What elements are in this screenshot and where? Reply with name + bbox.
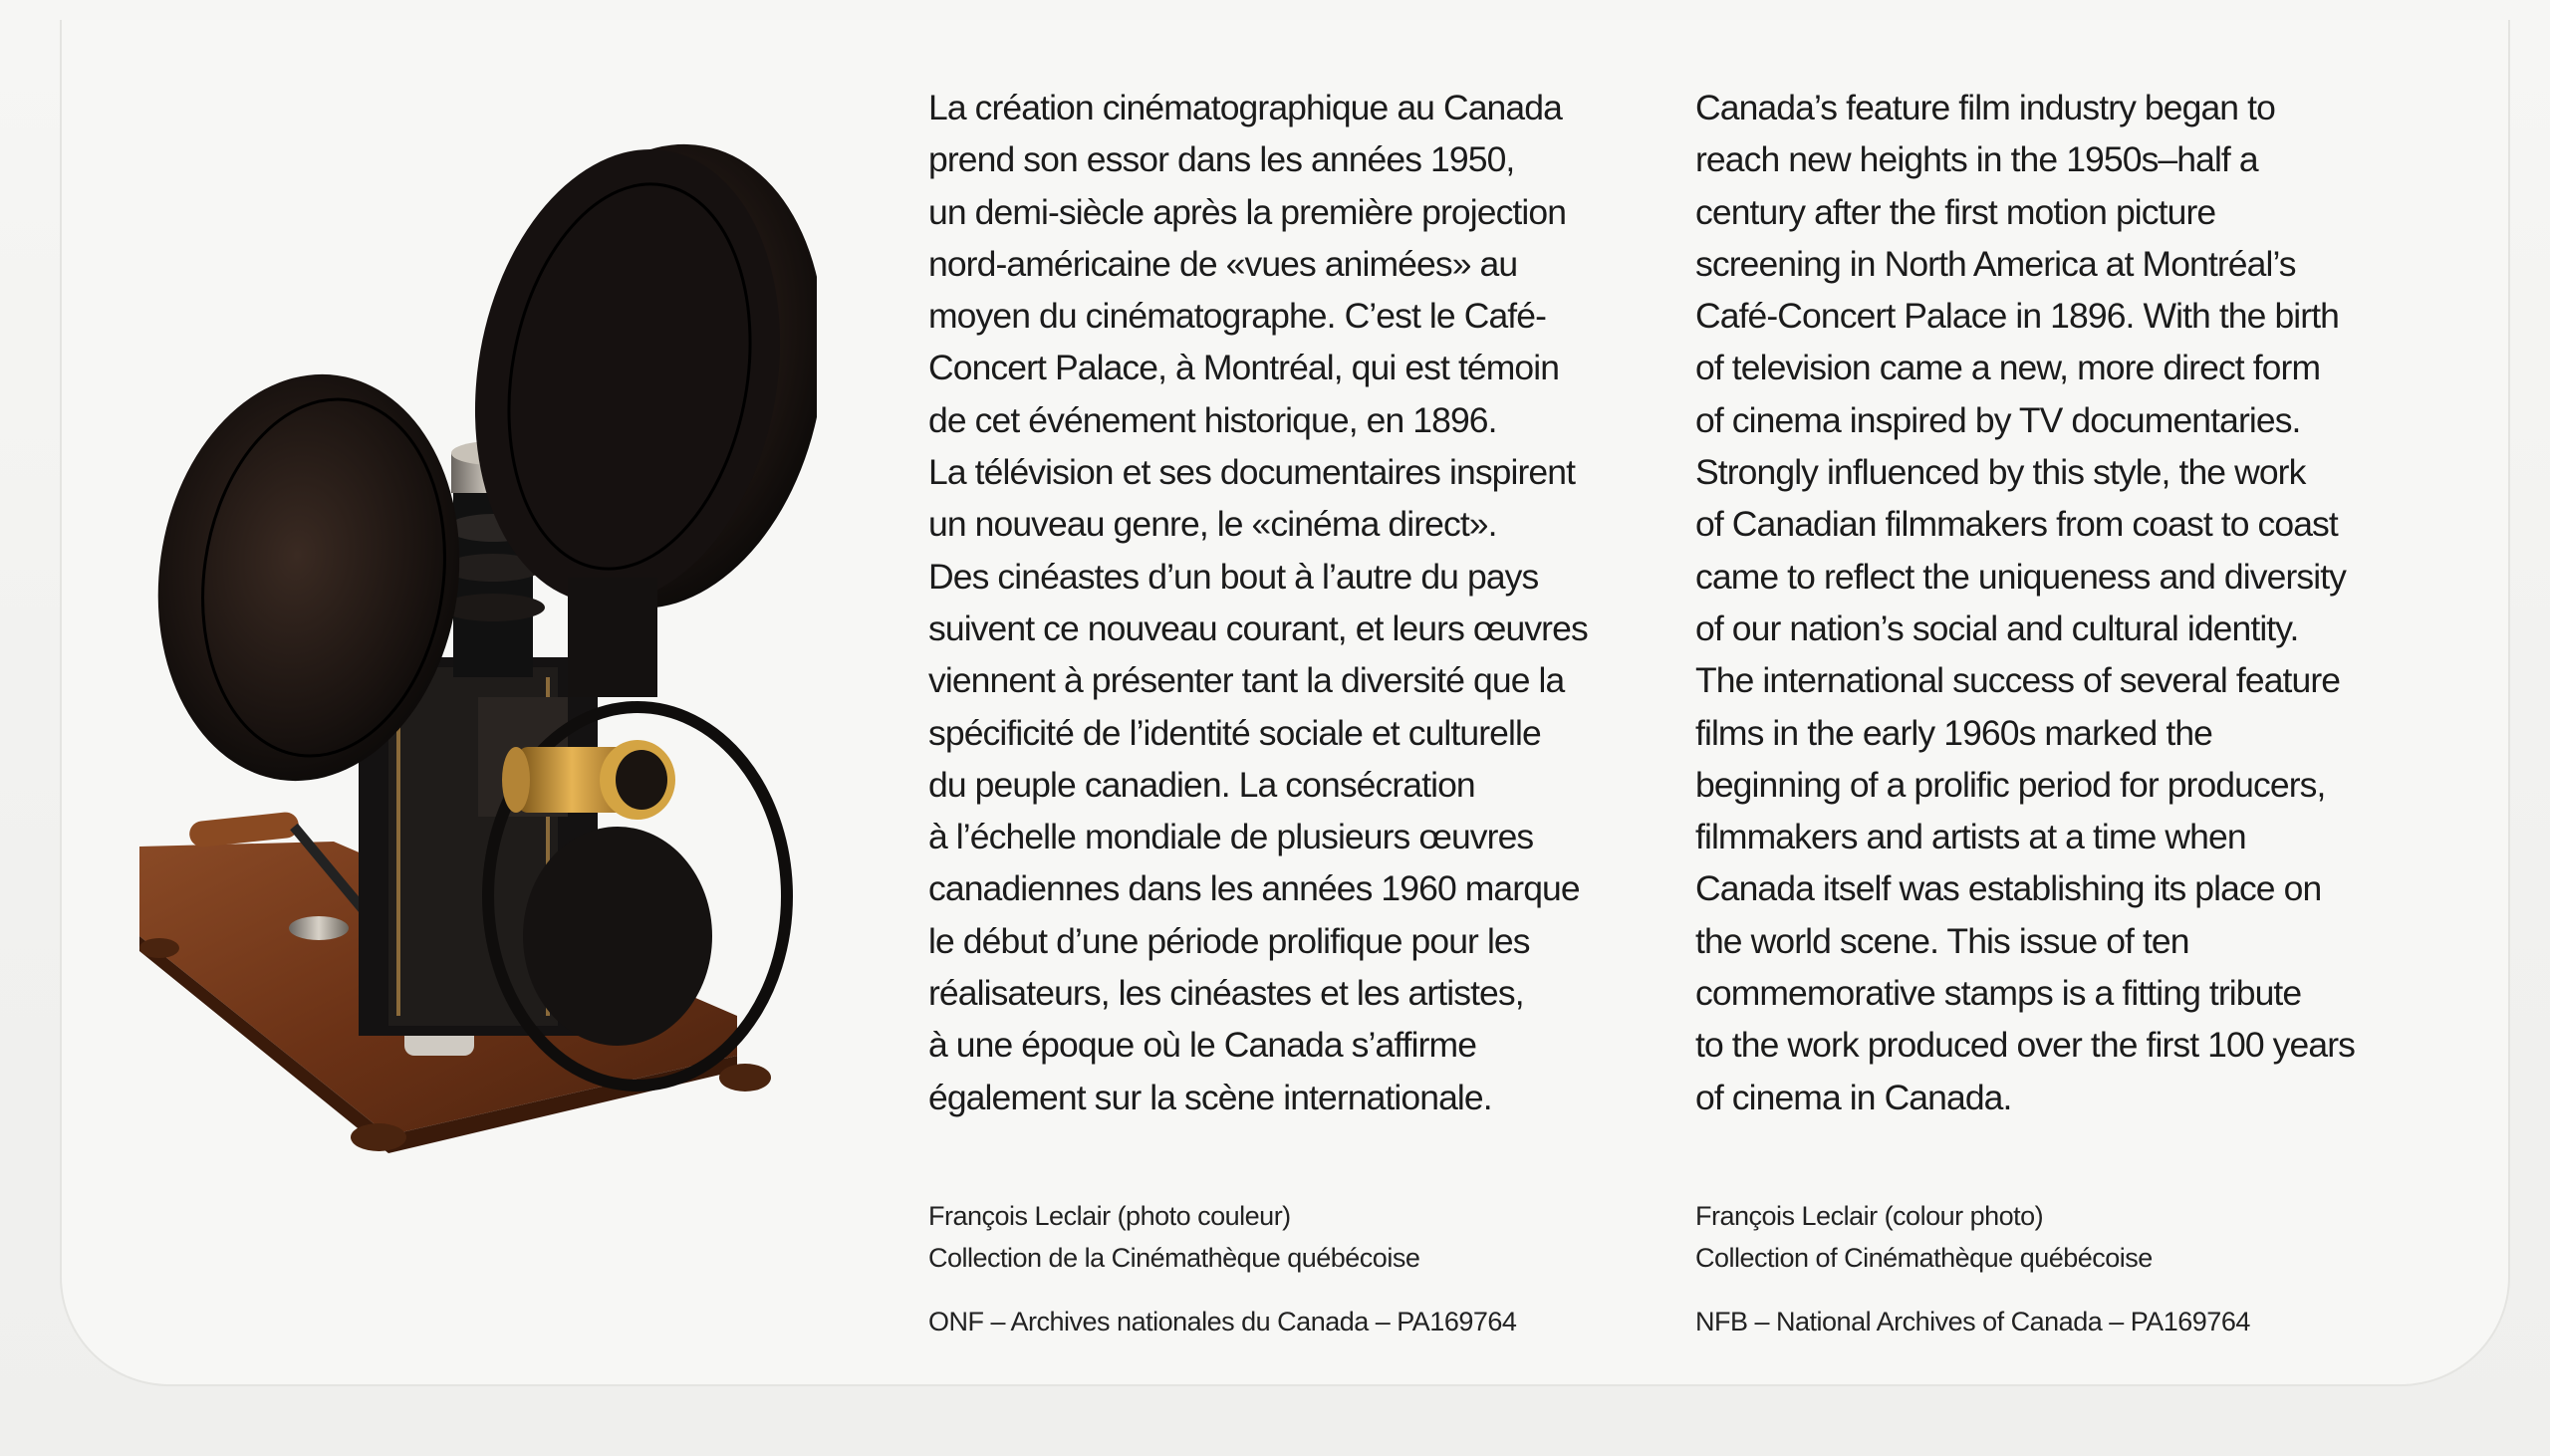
english-line: of cinema in Canada. [1695,1077,2012,1117]
french-line: Des cinéastes d’un bout à l’autre du pays [928,556,1539,597]
english-line: films in the early 1960s marked the [1695,712,2213,753]
archive-credit: NFB – National Archives of Canada – PA169764 [1695,1307,2250,1336]
collection-credit: Collection of Cinémathèque québécoise [1695,1243,2153,1273]
english-line: Canada’s feature film industry began to [1695,88,2275,127]
french-line: suivent ce nouveau courant, et leurs œuvres [928,607,1588,648]
french-line: à une époque où le Canada s’affirme [928,1025,1477,1066]
english-line: of television came a new, more direct form [1695,348,2321,388]
french-line: spécificité de l’identité sociale et culturelle [928,712,1541,753]
french-line: prend son essor dans les années 1950, [928,139,1515,180]
french-line: canadiennes dans les années 1960 marque [928,868,1580,909]
french-line: un nouveau genre, le «cinéma direct». [928,504,1497,545]
french-line: du peuple canadien. La consécration [928,764,1475,805]
french-line: La télévision et ses documentaires inspirent [928,452,1576,493]
english-credits [1695,1195,2413,1342]
english-line: of Canadian filmmakers from coast to coast [1695,504,2338,545]
brass-lens [502,740,675,820]
english-line: century after the first motion picture [1695,191,2216,232]
french-line: Concert Palace, à Montréal, qui est témoin [928,348,1560,388]
english-line: commemorative stamps is a fitting tribute [1695,973,2302,1014]
english-line: filmmakers and artists at a time when [1695,817,2246,857]
photo-credit: François Leclair (colour photo) [1695,1201,2044,1231]
french-line: La création cinématographique au Canada [928,88,1562,127]
french-line: un demi-siècle après la première projection [928,191,1567,232]
english-line: Café-Concert Palace in 1896. With the birth [1695,296,2340,337]
french-description [928,82,1646,1123]
french-line: également sur la scène internationale. [928,1077,1492,1117]
french-line: le début d’une période prolifique pour les [928,920,1530,961]
french-line: réalisateurs, les cinéastes et les artistes, [928,973,1524,1014]
english-description [1695,82,2413,1123]
english-line: Canada itself was establishing its place on [1695,868,2322,909]
english-line: came to reflect the uniqueness and diversity [1695,556,2347,597]
collection-credit: Collection de la Cinémathèque québécoise [928,1243,1420,1273]
french-credits [928,1195,1646,1342]
french-line: à l’échelle mondiale de plusieurs œuvres [928,817,1534,857]
antique-film-projector-icon [120,60,817,1165]
photo-credit: François Leclair (photo couleur) [928,1201,1291,1231]
french-line: nord-américaine de «vues animées» au [928,243,1518,284]
english-line: Strongly influenced by this style, the work [1695,452,2306,493]
english-line: to the work produced over the first 100 years [1695,1025,2355,1066]
french-line: moyen du cinématographe. C’est le Café- [928,296,1547,337]
english-line: the world scene. This issue of ten [1695,920,2189,961]
archive-credit: ONF – Archives nationales du Canada – PA169764 [928,1307,1517,1336]
english-line: reach new heights in the 1950s–half a [1695,139,2258,180]
english-line: The international success of several feature [1695,660,2341,701]
french-line: viennent à présenter tant la diversité que la [928,660,1565,701]
english-line: of cinema inspired by TV documentaries. [1695,399,2301,440]
french-line: de cet événement historique, en 1896. [928,399,1497,440]
english-line: of our nation’s social and cultural identity. [1695,607,2299,648]
english-line: beginning of a prolific period for producers, [1695,764,2326,805]
english-line: screening in North America at Montréal’s [1695,243,2296,284]
